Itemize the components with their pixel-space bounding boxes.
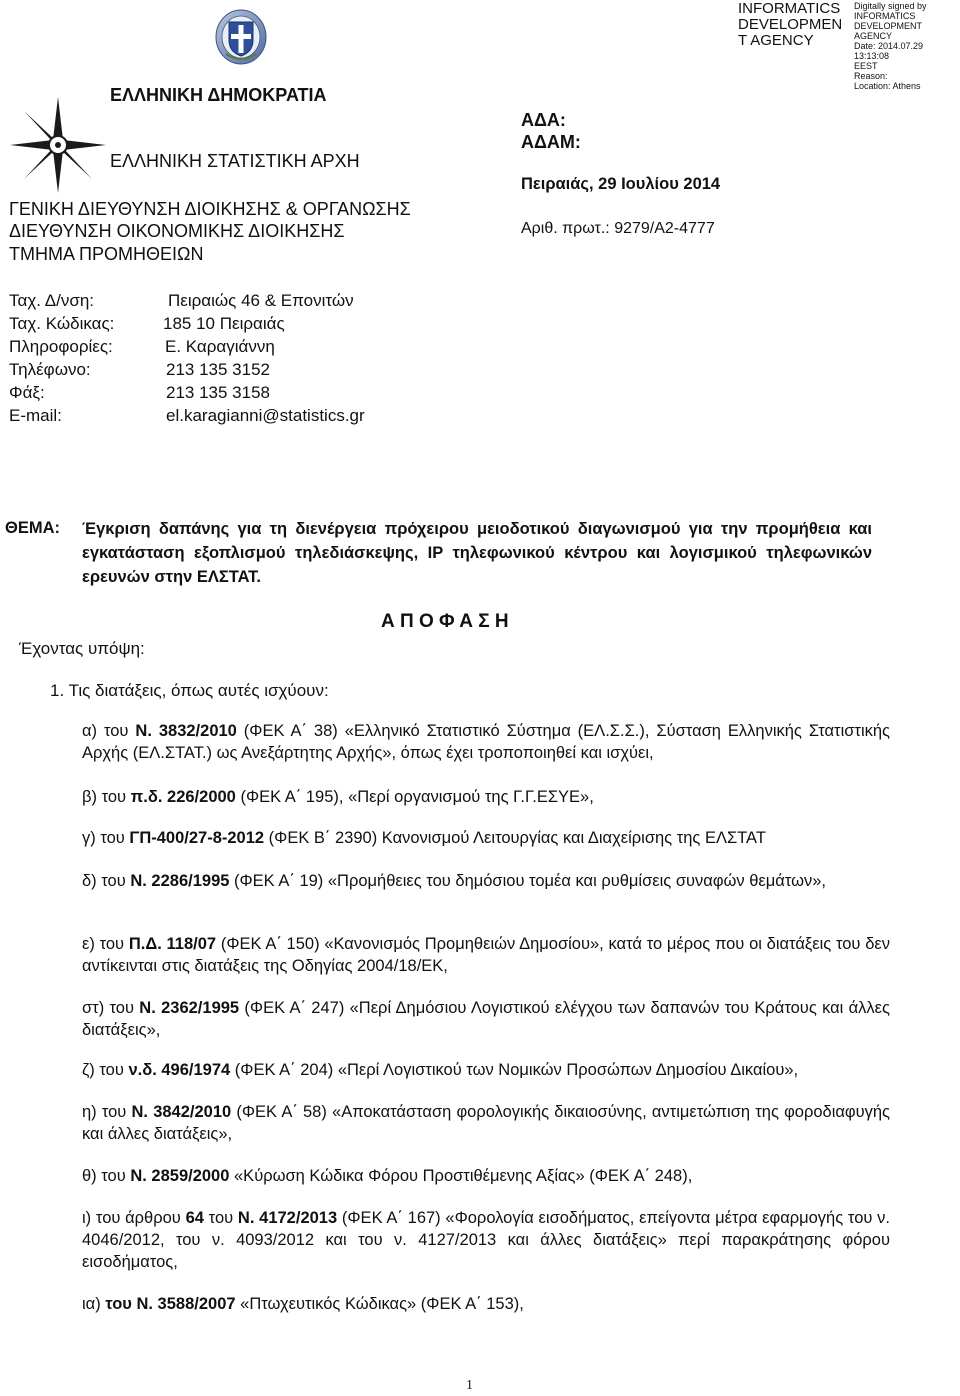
provision-law: Ν. 2362/1995 xyxy=(139,999,240,1017)
sig-detail: INFORMATICS xyxy=(854,11,916,21)
subject-label: ΘΕΜΑ: xyxy=(5,519,60,537)
provision-law: Π.Δ. 118/07 xyxy=(128,935,217,953)
provision-text: «Πτωχευτικός Κώδικας» (ΦΕΚ Α΄ 153), xyxy=(235,1295,524,1313)
provision-text: (ΦΕΚ Α΄ 167) «Φορολογία εισοδήματος, επείγοντα μέτρα εφαρμογής του ν. 4046/2012, του ν. 4093/2012 και του ν. 4127/2013 και άλλες διατάξεις» περί παρακράτησης φόρου εισοδήματος, xyxy=(82,1209,890,1271)
contact-email-label: E-mail: xyxy=(9,406,62,425)
contact-fax-label: Φάξ: xyxy=(9,383,45,402)
contact-postcode-label: Ταχ. Κώδικας: xyxy=(9,314,115,333)
sig-detail: Date: 2014.07.29 13:13:08 xyxy=(854,41,924,61)
provision-text: (ΦΕΚ Α΄ 204) «Περί Λογιστικού των Νομικών Προσώπων Δημοσίου Δικαίου», xyxy=(230,1061,799,1079)
provision-law: του Ν. 3588/2007 xyxy=(105,1295,236,1313)
provision-text: (ΦΕΚ Α΄ 38) «Ελληνικό Στατιστικό Σύστημα (ΕΛ.Σ.Σ.), Σύσταση Ελληνικής Στατιστικής Αρχής (ΕΛ.ΣΤΑΤ.) ως Ανεξάρτητης Αρχής», όπως έχει τροποποιηθεί και ισχύει, xyxy=(82,722,890,762)
provision-c xyxy=(82,827,890,849)
provision-lead: ζ) του xyxy=(82,1061,129,1079)
adam-label: ΑΔΑΜ: xyxy=(521,132,581,152)
provision-b xyxy=(82,786,890,808)
provision-lead: β) του xyxy=(82,788,131,806)
provision-text: (ΦΕΚ Α΄ 150) «Κανονισμός Προμηθειών Δημοσίου», κατά το μέρος που οι διατάξεις του δεν αντίκεινται στις διατάξεις της Οδηγίας 2004/18/ΕΚ, xyxy=(82,935,890,975)
provision-lead: α) του xyxy=(82,722,136,740)
provision-law: Ν. 3842/2010 xyxy=(131,1103,232,1121)
provision-lead: γ) του xyxy=(82,829,130,847)
provision-lead: ε) του xyxy=(82,935,129,953)
sig-name-line: INFORMATICS xyxy=(738,0,841,17)
provision-h xyxy=(82,1101,890,1145)
provision-d xyxy=(82,870,890,892)
considering-label: Έχοντας υπόψη: xyxy=(19,639,145,658)
contact-phone-label: Τηλέφωνο: xyxy=(9,360,91,379)
provision-text: (ΦΕΚ Α΄ 19) «Προμήθειες του δημόσιου τομέα και ρυθμίσεις συναφών θεμάτων», xyxy=(229,872,827,890)
provision-e xyxy=(82,933,890,977)
signature-details xyxy=(854,1,960,91)
digital-signature xyxy=(738,0,960,91)
contact-fax-value: 213 135 3158 xyxy=(166,383,270,402)
contact-postcode-value: 185 10 Πειραιάς xyxy=(163,314,285,333)
provision-text: (ΦΕΚ Β΄ 2390) Κανονισμού Λειτουργίας και Διαχείρισης της ΕΛΣΤΑΤ xyxy=(264,829,766,847)
provision-law: π.δ. 226/2000 xyxy=(130,788,236,806)
contact-address-label: Ταχ. Δ/νση: xyxy=(9,291,95,310)
contact-email-value[interactable]: el.karagianni@statistics.gr xyxy=(166,406,365,425)
provision-law: Ν. 3832/2010 xyxy=(135,722,237,740)
sig-detail: Reason: xyxy=(854,71,888,81)
subject-text: Έγκριση δαπάνης για τη διενέργεια πρόχειρου μειοδοτικού διαγωνισμού για την προμήθεια και εγκατάσταση εξοπλισμού τηλεδιάσκεψης, IP τηλεφωνικού κέντρου και λογισμικού τηλεφωνικών ερευνών στην ΕΛΣΤΑΤ. xyxy=(82,520,872,586)
provision-k xyxy=(82,1293,890,1315)
provision-g xyxy=(82,1059,890,1081)
provision-law: 64 xyxy=(185,1209,204,1227)
provision-j xyxy=(82,1207,890,1273)
protocol-value: : 9279/Α2-4777 xyxy=(605,220,715,237)
provision-lead: ι) του άρθρου xyxy=(82,1209,186,1227)
sig-name-line: DEVELOPMEN xyxy=(738,16,843,33)
provision-lead: θ) του xyxy=(82,1167,131,1185)
provision-text: (ΦΕΚ Α΄ 195), «Περί οργανισμού της Γ.Γ.ΕΣΥΕ», xyxy=(235,788,594,806)
greek-coat-of-arms-icon xyxy=(214,8,268,66)
provision-lead: η) του xyxy=(82,1103,132,1121)
elstat-star-emblem-icon xyxy=(8,95,108,195)
provision-law: Ν. 2859/2000 xyxy=(130,1167,230,1185)
provision-text: (ΦΕΚ Α΄ 58) «Αποκατάσταση φορολογικής δικαιοσύνης, αντιμετώπιση της φοροδιαφυγής και άλλες διατάξεις», xyxy=(82,1103,890,1143)
directorate-general: ΓΕΝΙΚΗ ΔΙΕΥΘΥΝΣΗ ΔΙΟΙΚΗΣΗΣ & ΟΡΓΑΝΩΣΗΣ xyxy=(9,199,411,219)
provision-lead: του xyxy=(203,1209,238,1227)
provision-i xyxy=(82,1165,890,1187)
republic-title: ΕΛΛΗΝΙΚΗ ΔΗΜΟΚΡΑΤΙΑ xyxy=(110,85,327,105)
provision-text: (ΦΕΚ Α΄ 247) «Περί Δημόσιου Λογιστικού ελέγχου των δαπανών του Κράτους και άλλες διατάξεις», xyxy=(82,999,890,1039)
decision-title: Α Π Ο Φ Α Σ Η xyxy=(381,611,509,632)
provision-f xyxy=(82,997,890,1041)
provision-law: ΓΠ-400/27-8-2012 xyxy=(129,829,265,847)
directorate: ΔΙΕΥΘΥΝΣΗ ΟΙΚΟΝΟΜΙΚΗΣ ΔΙΟΙΚΗΣΗΣ xyxy=(9,221,345,241)
authority-title: ΕΛΛΗΝΙΚΗ ΣΤΑΤΙΣΤΙΚΗ ΑΡΧΗ xyxy=(110,151,360,171)
department: ΤΜΗΜΑ ΠΡΟΜΗΘΕΙΩΝ xyxy=(9,244,204,264)
item-1: 1. Τις διατάξεις, όπως αυτές ισχύουν: xyxy=(50,681,329,700)
provision-lead: ια) xyxy=(82,1295,106,1313)
sig-detail: EEST xyxy=(854,61,878,71)
sig-name-line: T AGENCY xyxy=(738,32,814,49)
provision-lead: δ) του xyxy=(82,872,131,890)
page-number: 1 xyxy=(466,1378,473,1393)
provision-law: Ν. 4172/2013 xyxy=(237,1209,338,1227)
sig-detail: Location: Athens xyxy=(854,81,921,91)
contact-info-value: Ε. Καραγιάννη xyxy=(165,337,275,356)
contact-info-label: Πληροφορίες: xyxy=(9,337,113,356)
protocol-label: Αριθ. πρωτ. xyxy=(521,220,606,237)
protocol-number xyxy=(521,220,715,238)
provision-law: Ν. 2286/1995 xyxy=(130,872,230,890)
signature-org-name xyxy=(738,1,842,49)
sig-detail: DEVELOPMENT AGENCY xyxy=(854,21,922,41)
sig-detail: Digitally signed by xyxy=(854,1,927,11)
ada-label: ΑΔΑ: xyxy=(521,110,566,130)
contact-phone-value: 213 135 3152 xyxy=(166,360,270,379)
contact-address-value: Πειραιώς 46 & Επονιτών xyxy=(168,291,354,310)
provision-text: «Κύρωση Κώδικα Φόρου Προστιθέμενης Αξίας» (ΦΕΚ Α΄ 248), xyxy=(229,1167,693,1185)
provision-law: ν.δ. 496/1974 xyxy=(128,1061,231,1079)
provision-a xyxy=(82,720,890,764)
place-date: Πειραιάς, 29 Ιουλίου 2014 xyxy=(521,175,721,193)
provision-lead: στ) του xyxy=(82,999,140,1017)
